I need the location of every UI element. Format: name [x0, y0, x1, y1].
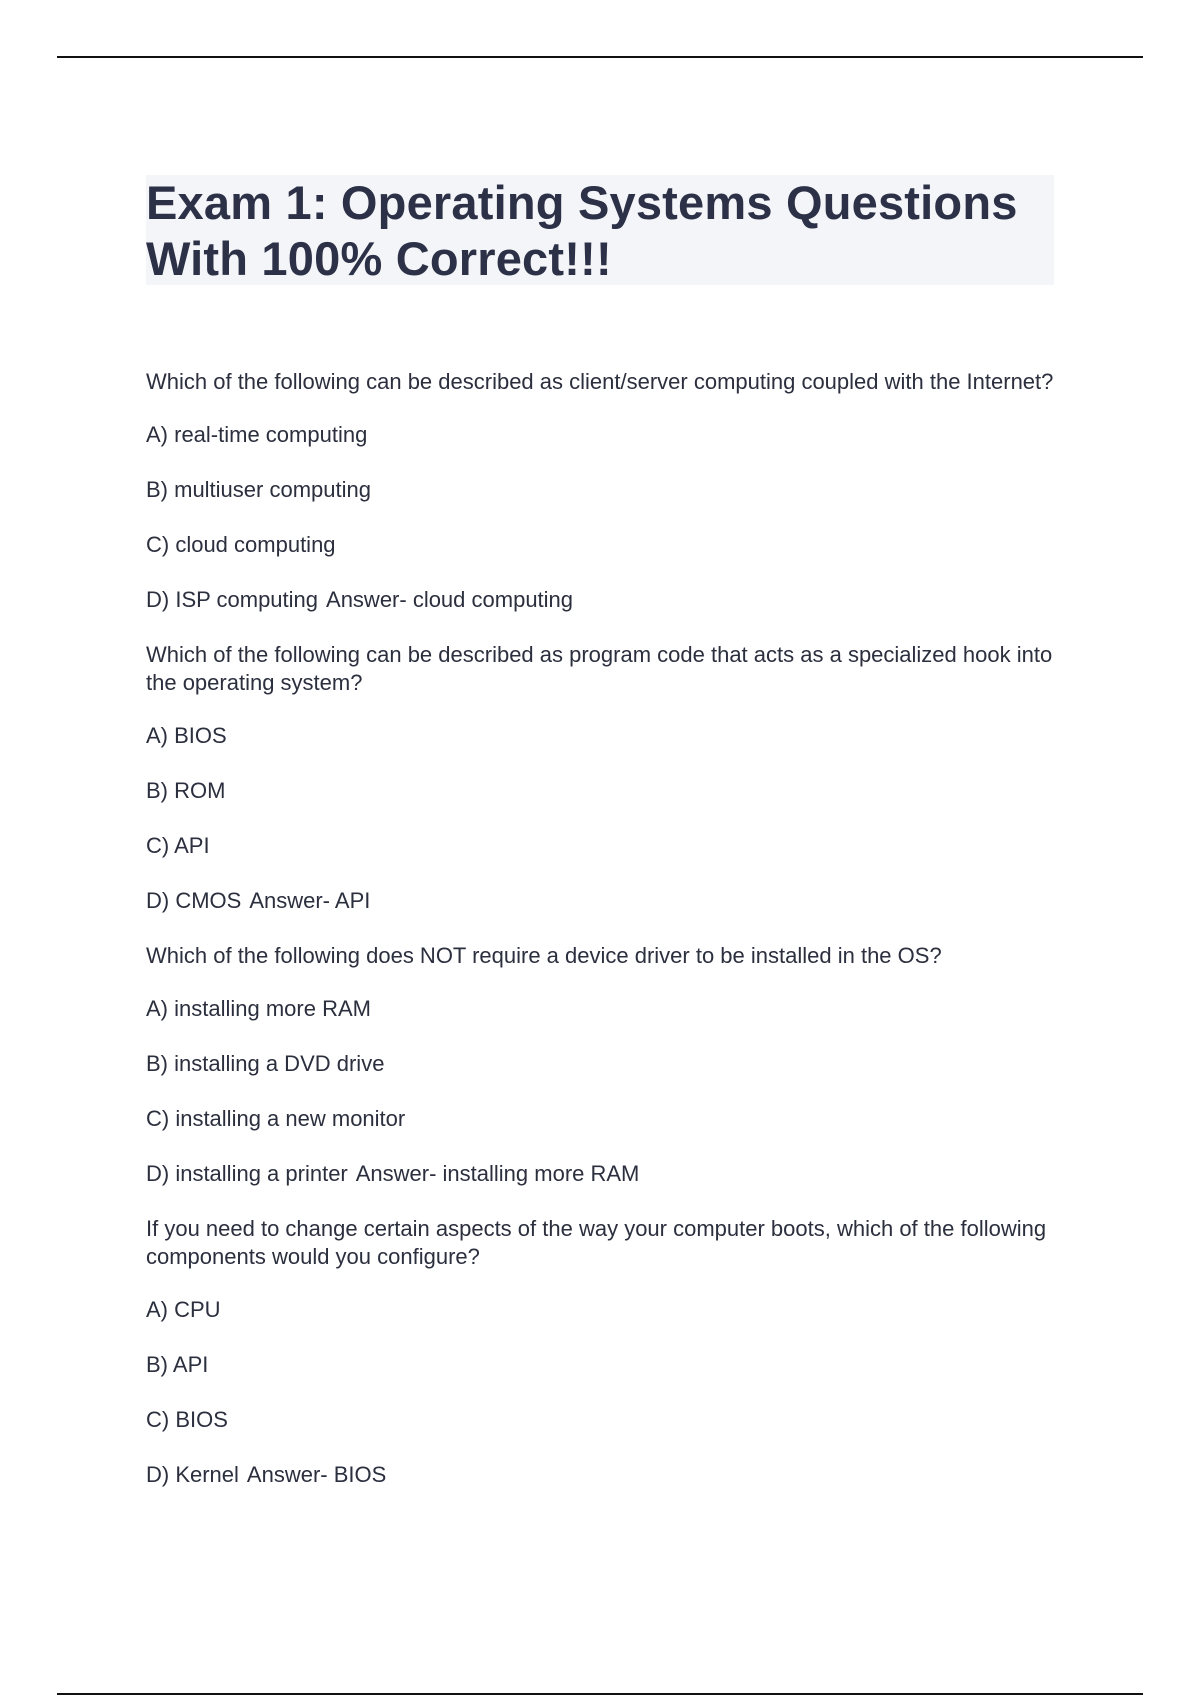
document-title: Exam 1: Operating Systems Questions With 100% Correct!!!: [146, 175, 1054, 285]
option-d-with-answer: [146, 887, 1076, 915]
question-text: Which of the following can be described as program code that acts as a specialized hook into the operating system?: [146, 642, 1053, 695]
question-text: Which of the following does NOT require a device driver to be installed in the OS?: [146, 943, 942, 968]
question-text: If you need to change certain aspects of the way your computer boots, which of the following components would you configure?: [146, 1216, 1047, 1269]
answer-text: Answer- cloud computing: [326, 587, 574, 612]
option-d-with-answer: [146, 586, 1076, 614]
option-a: A) CPU: [146, 1297, 221, 1322]
option-d-with-answer: [146, 1461, 1076, 1489]
option-b: B) API: [146, 1352, 209, 1377]
option-d: D) installing a printer: [146, 1161, 348, 1186]
option-d: D) CMOS: [146, 888, 242, 913]
option-a: A) installing more RAM: [146, 996, 371, 1021]
option-c: C) API: [146, 833, 210, 858]
option-d-with-answer: [146, 1160, 1076, 1188]
option-d: D) Kernel: [146, 1462, 239, 1487]
answer-text: Answer- API: [249, 888, 371, 913]
option-c: C) BIOS: [146, 1407, 228, 1432]
option-c: C) cloud computing: [146, 532, 336, 557]
option-d: D) ISP computing: [146, 587, 319, 612]
option-b: B) ROM: [146, 778, 226, 803]
option-a: A) real-time computing: [146, 422, 368, 447]
option-b: B) installing a DVD drive: [146, 1051, 385, 1076]
question-text: Which of the following can be described as client/server computing coupled with the Internet?: [146, 369, 1054, 394]
answer-text: Answer- installing more RAM: [355, 1161, 640, 1186]
question-1: [146, 368, 1076, 614]
option-c: C) installing a new monitor: [146, 1106, 406, 1131]
question-4: [146, 1215, 1076, 1489]
question-list: [146, 368, 1076, 1516]
question-2: [146, 641, 1076, 915]
option-b: B) multiuser computing: [146, 477, 371, 502]
question-3: [146, 942, 1076, 1188]
option-a: A) BIOS: [146, 723, 227, 748]
bottom-rule: [57, 1693, 1143, 1695]
top-rule: [57, 56, 1143, 58]
answer-text: Answer- BIOS: [246, 1462, 387, 1487]
